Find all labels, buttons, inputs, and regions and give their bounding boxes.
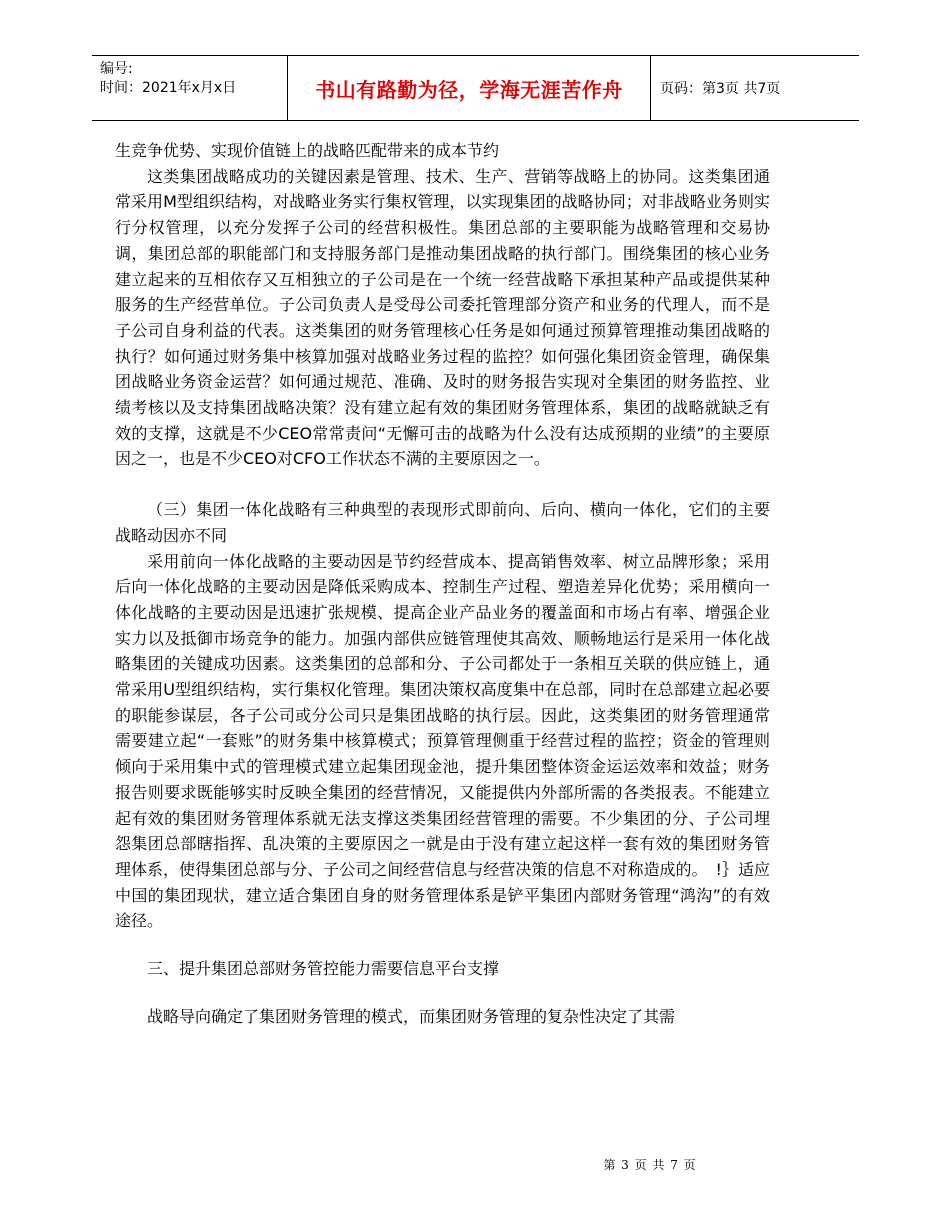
paragraph-continuation: 生竞争优势、实现价值链上的战略匹配带来的成本节约 [115, 141, 500, 160]
header-page-number: 页码：第3页 共7页 [660, 81, 781, 97]
section-heading-integration: （三）集团一体化战略有三种典型的表现形式即前向、后向、横向一体化，它们的主要战略动因亦不同 [115, 500, 770, 545]
time-label: 时间：2021年x月x日 [100, 80, 237, 96]
header-motto: 书山有路勤为径，学海无涯苦作舟 [315, 77, 623, 102]
document-body [115, 138, 770, 1030]
page-header [92, 55, 859, 121]
header-divider [650, 56, 651, 120]
section-heading-info-platform: 三、提升集团总部财务管控能力需要信息平台支撑 [147, 959, 500, 979]
serial-number-label: 编号: [100, 61, 133, 77]
paragraph-strategy-orientation: 战略导向确定了集团财务管理的模式，而集团财务管理的复杂性决定了其需 [147, 1006, 676, 1026]
page-footer [0, 1156, 950, 1173]
footer-page-number: 第 3 页 共 7 页 [603, 1158, 697, 1172]
paragraph-strategy-synergy: 这类集团战略成功的关键因素是管理、技术、生产、营销等战略上的协同。这类集团通常采用M型组织结构，对战略业务实行集权管理，以实现集团的战略协同；对非战略业务则实行分权管理，以充分发挥子公司的经营积极性。集团总部的主要职能为战略管理和交易协调，集团总部的职能部门和支持服务部门是推动集团战略的执行部门。围绕集团的核心业务建立起来的互相依存又互相独立的子公司是在一个统一经营战略下承担某种产品或提供某种服务的生产经营单位。子公司负责人是受母公司委托管理部分资产和业务的代理人，而不是子公司自身利益的代表。这类集团的财务管理核心任务是如何通过预算管理推动集团战略的执行？如何通过财务集中核算加强对战略业务过程的监控？如何强化集团资金管理，确保集团战略业务资金运营？如何通过规范、准确、及时的财务报告实现对全集团的财务监控、业绩考核以及支持集团战略决策？没有建立起有效的集团财务管理体系，集团的战略就缺乏有效的支撑，这就是不少CEO常常责问“无懈可击的战略为什么没有达成预期的业绩”的主要原因之一，也是不少CEO对CFO工作状态不满的主要原因之一。 [115, 166, 770, 469]
paragraph-integration: 采用前向一体化战略的主要动因是节约经营成本、提高销售效率、树立品牌形象；采用后向一体化战略的主要动因是降低采购成本、控制生产过程、塑造差异化优势；采用横向一体化战略的主要动因是迅速扩张规模、提高企业产品业务的覆盖面和市场占有率、增强企业实力以及抵御市场竞争的能力。加强内部供应链管理使其高效、顺畅地运行是采用一体化战略集团的关键成功因素。这类集团的总部和分、子公司都处于一条相互关联的供应链上，通常采用U型组织结构，实行集权化管理。集团决策权高度集中在总部，同时在总部建立起必要的职能参谋层，各子公司或分公司只是集团战略的执行层。因此，这类集团的财务管理通常需要建立起“一套账”的财务集中核算模式；预算管理侧重于经营过程的监控；资金的管理则倾向于采用集中式的管理模式建立起集团现金池，提升集团整体资金运运效率和效益；财务报告则要求既能够实时反映全集团的经营情况，又能提供内外部所需的各类报表。不能建立起有效的集团财务管理体系就无法支撑这类集团经营管理的需要。不少集团的分、子公司埋怨集团总部瞎指挥、乱决策的主要原因之一就是由于没有建立起这样一套有效的集团财务管理体系，使得集团总部与分、子公司之间经营信息与经营决策的信息不对称造成的。 !｝适应中国的集团现状，建立适合集团自身的财务管理体系是铲平集团内部财务管理“鸿沟”的有效途径。 [115, 551, 770, 931]
header-meta [100, 60, 288, 98]
